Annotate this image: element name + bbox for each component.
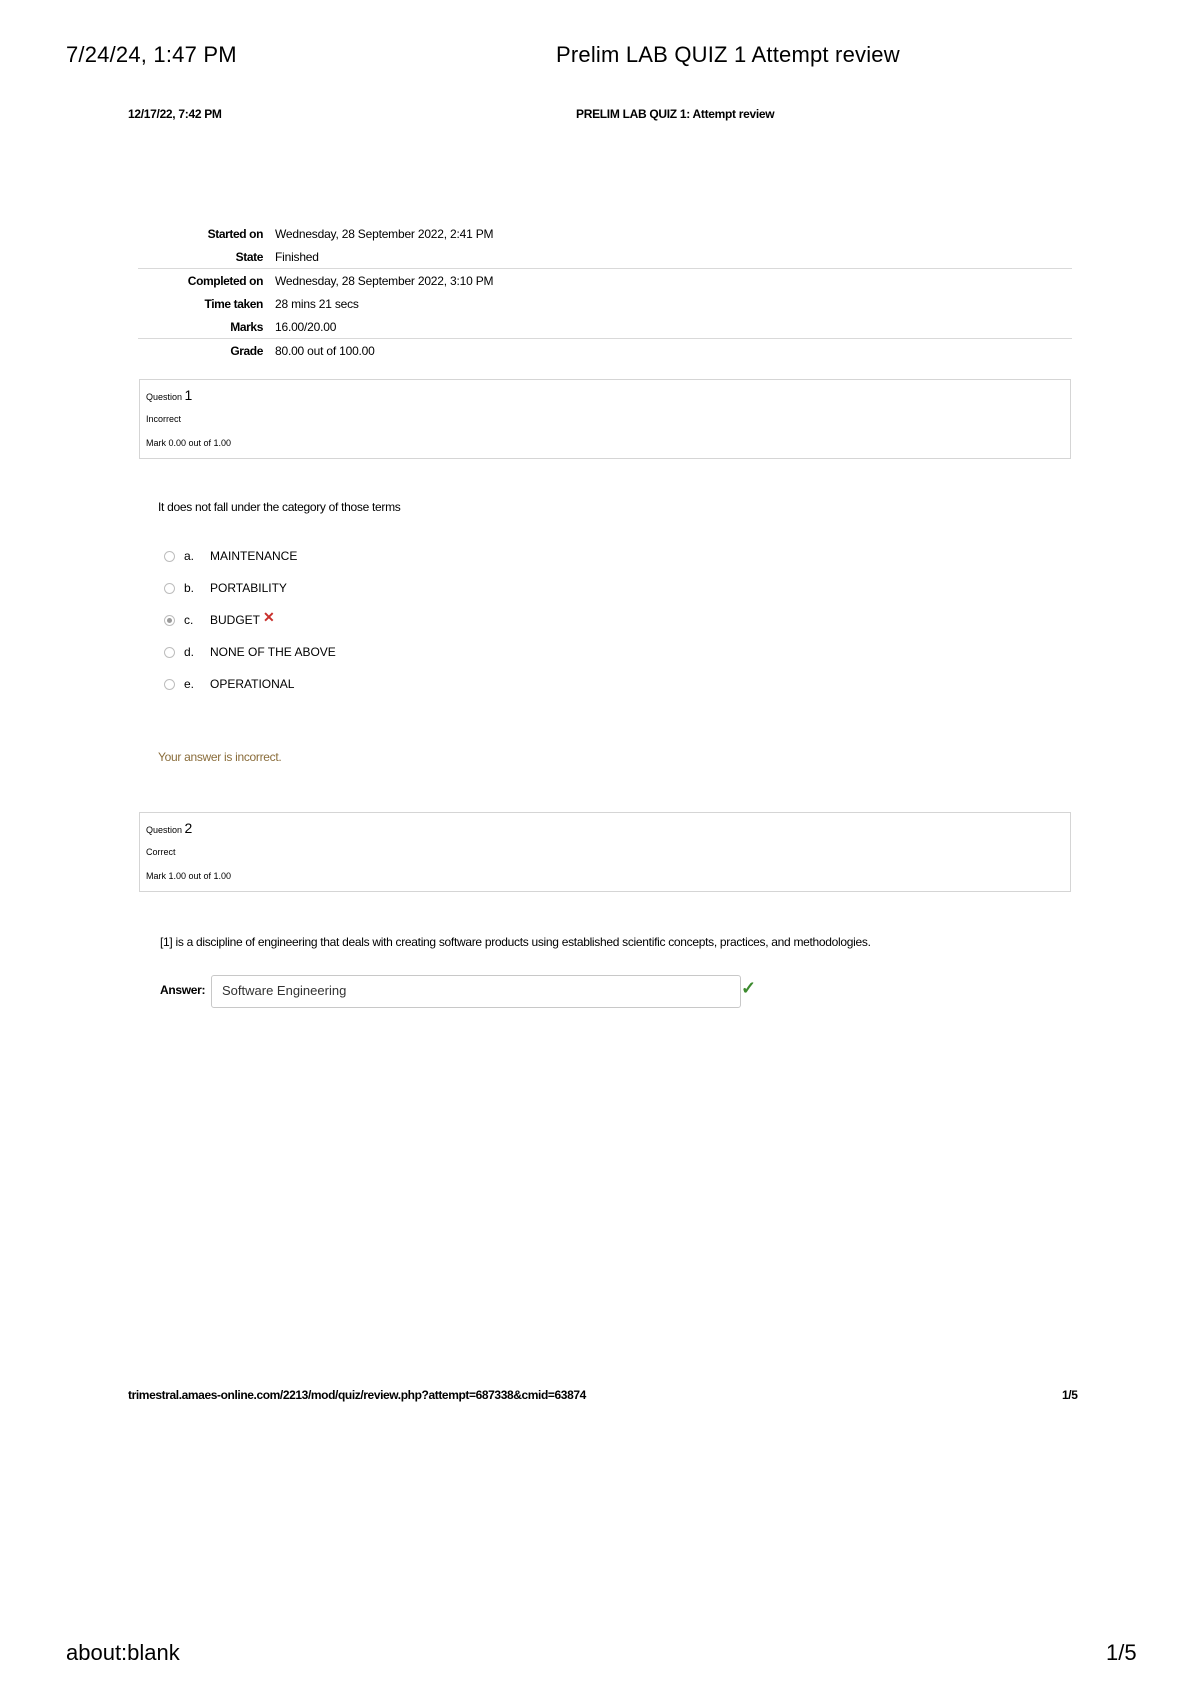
answer-field[interactable]: Software Engineering — [211, 975, 741, 1008]
option-e[interactable] — [164, 674, 294, 694]
check-icon: ✓ — [741, 978, 757, 998]
option-letter: c. — [184, 613, 194, 627]
summary-row-state — [138, 245, 1072, 268]
inner-footer-page: 1/5 — [1062, 1388, 1078, 1402]
option-c[interactable] — [164, 610, 275, 630]
option-b[interactable] — [164, 578, 287, 598]
inner-footer-url: trimestral.amaes-online.com/2213/mod/quiz/review.php?attempt=687338&cmid=63874 — [128, 1388, 586, 1402]
question-1-text: It does not fall under the category of those terms — [158, 500, 401, 514]
summary-value: 16.00/20.00 — [275, 319, 337, 334]
option-text: MAINTENANCE — [210, 549, 298, 563]
summary-row-time-taken — [138, 292, 1072, 315]
summary-label: Grade — [230, 343, 263, 358]
question-status: Incorrect — [146, 414, 182, 424]
summary-row-started — [138, 222, 1072, 245]
summary-label: Started on — [207, 226, 263, 241]
option-text: PORTABILITY — [210, 581, 287, 595]
question-1-feedback: Your answer is incorrect. — [158, 750, 282, 764]
question-number-value: 1 — [184, 387, 193, 403]
option-letter: e. — [184, 677, 195, 691]
option-text: NONE OF THE ABOVE — [210, 645, 336, 659]
summary-value: Wednesday, 28 September 2022, 3:10 PM — [275, 273, 494, 288]
summary-label: Marks — [230, 319, 263, 334]
question-label: Question — [146, 825, 183, 835]
option-text: OPERATIONAL — [210, 677, 295, 691]
summary-label: State — [235, 249, 263, 264]
inner-header-datetime: 12/17/22, 7:42 PM — [128, 107, 222, 121]
print-footer-page: 1/5 — [1106, 1640, 1137, 1665]
option-d[interactable] — [164, 642, 336, 662]
print-footer-url: about:blank — [66, 1640, 180, 1665]
print-header-datetime: 7/24/24, 1:47 PM — [66, 42, 237, 67]
attempt-summary-table — [138, 222, 1072, 362]
print-header-title: Prelim LAB QUIZ 1 Attempt review — [556, 42, 900, 67]
summary-value: Finished — [275, 249, 319, 264]
question-status: Correct — [146, 847, 176, 857]
summary-value: Wednesday, 28 September 2022, 2:41 PM — [275, 226, 494, 241]
option-a[interactable] — [164, 546, 297, 566]
summary-value: 28 mins 21 secs — [275, 296, 359, 311]
question-2-info — [139, 812, 1071, 892]
answer-label: Answer: — [160, 983, 206, 997]
summary-row-grade — [138, 338, 1072, 362]
question-mark: Mark 1.00 out of 1.00 — [146, 871, 232, 881]
summary-label: Completed on — [187, 273, 263, 288]
option-letter: d. — [184, 645, 195, 659]
question-1-info — [139, 379, 1071, 459]
summary-row-marks — [138, 315, 1072, 338]
question-label: Question — [146, 392, 183, 402]
radio-button[interactable] — [164, 583, 175, 594]
option-letter: b. — [184, 581, 195, 595]
radio-button[interactable] — [164, 679, 175, 690]
x-icon: ✕ — [263, 608, 275, 625]
radio-button-selected[interactable] — [164, 615, 175, 626]
radio-button[interactable] — [164, 647, 175, 658]
question-mark: Mark 0.00 out of 1.00 — [146, 438, 232, 448]
summary-label: Time taken — [204, 296, 263, 311]
question-number-value: 2 — [184, 820, 193, 836]
radio-button[interactable] — [164, 551, 175, 562]
option-text: BUDGET — [210, 613, 261, 627]
question-number — [146, 819, 1064, 843]
inner-header-title: PRELIM LAB QUIZ 1: Attempt review — [576, 107, 775, 121]
option-letter: a. — [184, 549, 195, 563]
summary-value: 80.00 out of 100.00 — [275, 343, 375, 358]
question-number — [146, 386, 1064, 410]
summary-row-completed — [138, 268, 1072, 292]
question-2-text: [1] is a discipline of engineering that deals with creating software products using established scientific concepts, practices, and methodologies. — [160, 935, 871, 949]
